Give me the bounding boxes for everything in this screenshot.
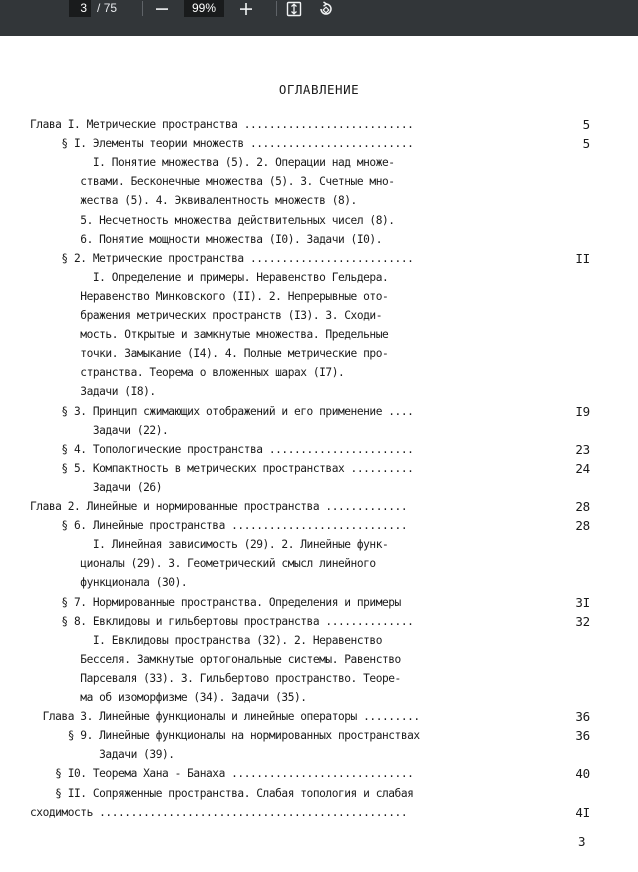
toc-line: бражения метрических пространств (I3). 3. Сходи- bbox=[30, 309, 382, 322]
toc-line: I. Определение и примеры. Неравенство Гельдера. bbox=[30, 270, 389, 284]
toc-page-number: 5 bbox=[582, 136, 590, 152]
pdf-page bbox=[0, 36, 638, 872]
toc-line: § 3. Принцип сжимающих отображений и его применение .... bbox=[30, 404, 414, 418]
zoom-out-button[interactable] bbox=[152, 0, 172, 17]
toolbar-divider bbox=[276, 1, 277, 16]
page-number-input[interactable]: 3 bbox=[69, 0, 91, 17]
toc-line: I. Линейная зависимость (29). 2. Линейные функ- bbox=[30, 538, 389, 552]
toc-page-number: 28 bbox=[575, 518, 590, 534]
toc-line: Глава 3. Линейные функционалы и линейные операторы ......... bbox=[30, 710, 420, 724]
page-total bbox=[97, 0, 117, 17]
toc-line: 5. Несчетность множества действительных чисел (8). bbox=[30, 213, 395, 227]
toc-line: I. Понятие множества (5). 2. Операции над множе- bbox=[30, 156, 395, 170]
footer-page-number: 3 bbox=[578, 834, 586, 849]
fit-page-icon bbox=[286, 1, 302, 17]
toc-page-number: 36 bbox=[575, 709, 590, 725]
toc-line: функционала (30). bbox=[30, 576, 188, 590]
toc-page-number: 24 bbox=[575, 460, 590, 476]
pdf-toolbar bbox=[0, 0, 638, 36]
toc-line: точки. Замыкание (I4). 4. Полные метрические про- bbox=[30, 347, 389, 361]
toc-line: Задачи (39). bbox=[30, 748, 175, 762]
minus-icon bbox=[156, 3, 168, 15]
toc-line: I. Евклидовы пространства (32). 2. Неравенство bbox=[30, 633, 382, 647]
total-pages: 75 bbox=[103, 1, 118, 15]
toc-line: жества (5). 4. Эквивалентность множеств (8). bbox=[30, 194, 357, 208]
toc-line: § 5. Компактность в метрических пространствах .......... bbox=[30, 461, 414, 475]
toc-line: ствами. Бесконечные множества (5). 3. Счетные мно- bbox=[30, 175, 395, 189]
toolbar-divider bbox=[142, 1, 143, 16]
toc-line: § 9. Линейные функционалы на нормированных пространствах bbox=[30, 729, 420, 743]
toc-page-number: I9 bbox=[575, 403, 590, 419]
zoom-input[interactable]: 99% bbox=[184, 0, 224, 17]
toc-line: § 6. Линейные пространства ............................ bbox=[30, 519, 408, 533]
zoom-in-button[interactable] bbox=[236, 0, 256, 17]
toc-line: ционалы (29). 3. Геометрический смысл линейного bbox=[30, 557, 376, 571]
toc-page-number: 40 bbox=[575, 766, 590, 782]
toc-line: Глава 2. Линейные и нормированные пространства ............. bbox=[30, 500, 408, 513]
toc-line: § II. Сопряженные пространства. Слабая топология и слабая bbox=[30, 786, 414, 800]
rotate-icon bbox=[318, 1, 334, 17]
toc-page-number: 23 bbox=[575, 441, 590, 457]
toc-line: мость. Открытые и замкнутые множества. Предельные bbox=[30, 328, 389, 342]
toc-page-number: 36 bbox=[575, 728, 590, 744]
toc-line: Задачи (I8). bbox=[30, 385, 156, 399]
toc-line: § 4. Топологические пространства ....................... bbox=[30, 442, 414, 456]
toc-line: Парсеваля (33). 3. Гильбертово пространство. Теоре- bbox=[30, 671, 401, 685]
toc-line: Глава I. Метрические пространства ........................... bbox=[30, 118, 414, 131]
plus-icon bbox=[240, 3, 252, 15]
toc-line: странства. Теорема о вложенных шарах (I7). bbox=[30, 366, 345, 380]
toc-line: Бесселя. Замкнутые ортогональные системы. Равенство bbox=[30, 652, 401, 666]
rotate-button[interactable] bbox=[316, 0, 336, 17]
toc-page-number: II bbox=[575, 250, 590, 266]
fit-page-button[interactable] bbox=[284, 0, 304, 17]
toc-page-number: 28 bbox=[575, 499, 590, 514]
toc-line: § I0. Теорема Хана - Банаха ............................. bbox=[30, 767, 414, 781]
toc-line: § 7. Нормированные пространства. Определения и примеры bbox=[30, 595, 401, 609]
toc-page-number: 5 bbox=[582, 117, 590, 132]
toc-line: 6. Понятие мощности множества (I0). Задачи (I0). bbox=[30, 232, 382, 246]
toc-line: § 2. Метрические пространства .......................... bbox=[30, 251, 414, 265]
toc-line: Задачи (26) bbox=[30, 480, 162, 494]
toc-line: ма об изоморфизме (34). Задачи (35). bbox=[30, 691, 307, 704]
page-title: ОГЛАВЛЕНИЕ bbox=[278, 82, 360, 97]
toc-line: Задачи (22). bbox=[30, 423, 169, 437]
toc-line: § I. Элементы теории множеств .......................... bbox=[30, 137, 414, 151]
toc-page-number: 4I bbox=[575, 804, 590, 820]
toc-line: Неравенство Минковского (II). 2. Непрерывные ото- bbox=[30, 289, 389, 303]
toc-line: сходимость ................................................. bbox=[30, 805, 408, 819]
toc-line: § 8. Евклидовы и гильбертовы пространства .............. bbox=[30, 614, 414, 628]
toc-page-number: 32 bbox=[575, 613, 590, 629]
toc-page-number: 3I bbox=[575, 594, 590, 610]
page-separator: / bbox=[97, 1, 101, 15]
